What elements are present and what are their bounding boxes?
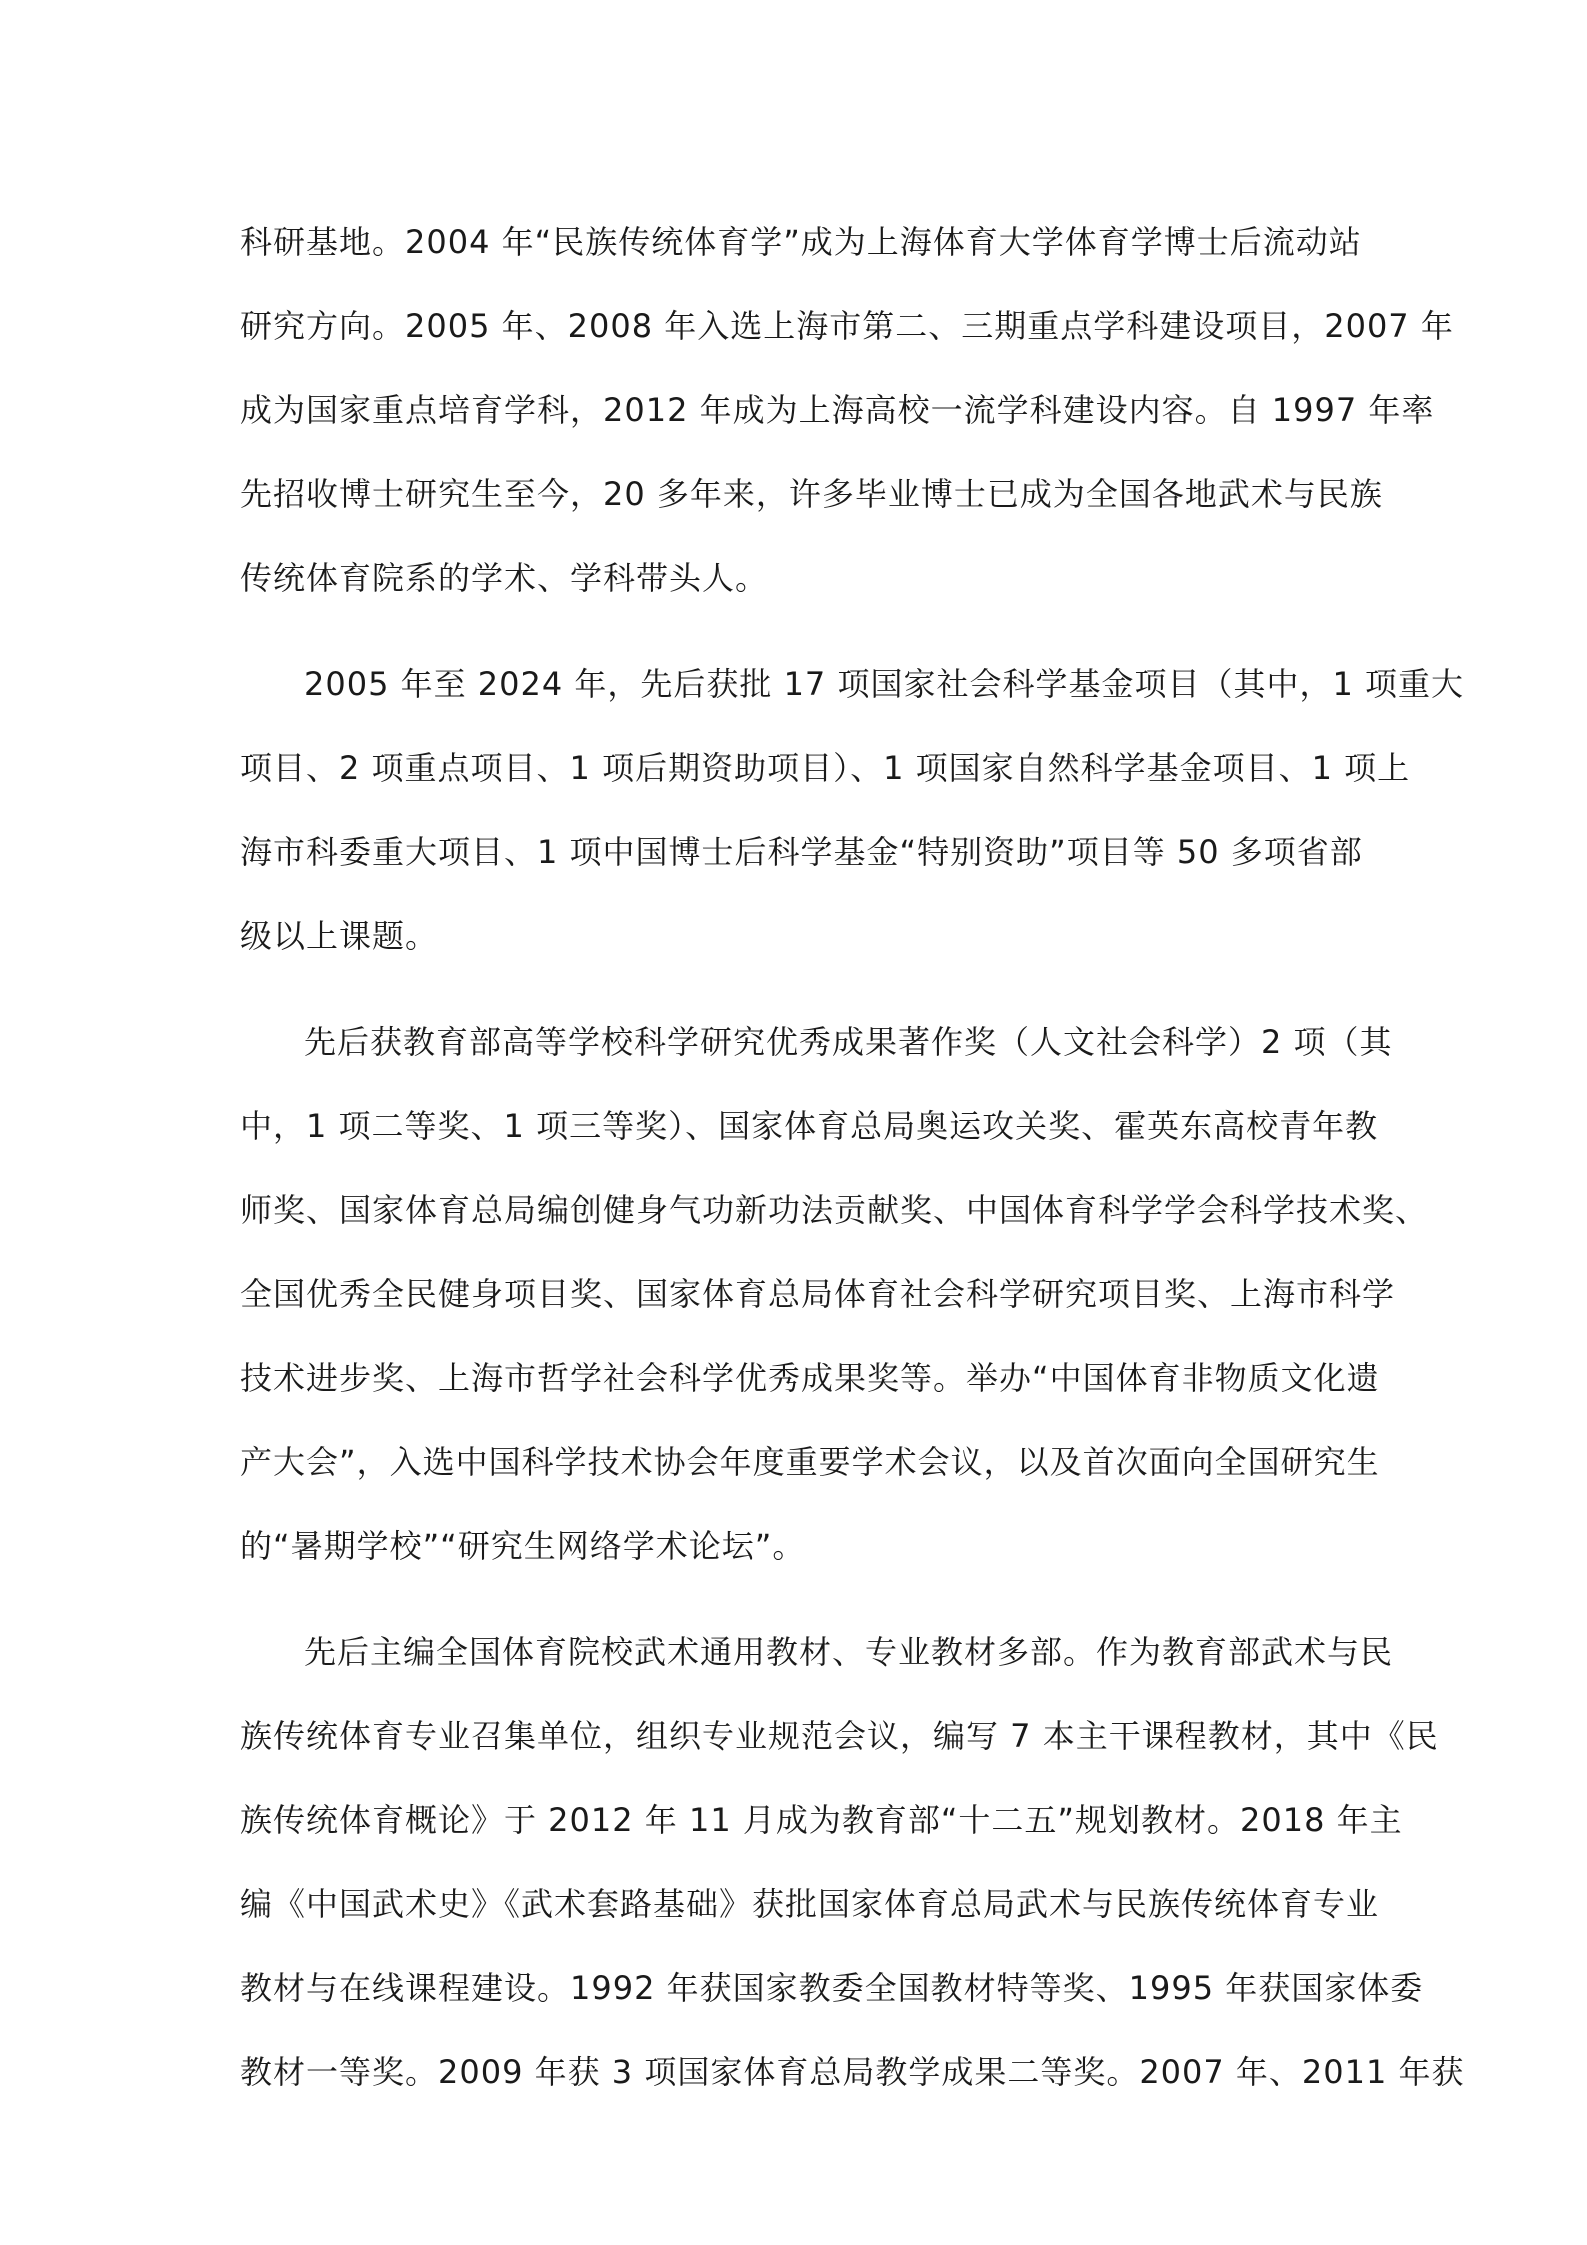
text-line: 先招收博士研究生至今，20 多年来，许多毕业博士已成为全国各地武术与民族 (240, 475, 1383, 513)
paragraph-4 (240, 1610, 1465, 2114)
text-line: 产大会”，入选中国科学技术协会年度重要学术会议，以及首次面向全国研究生 (240, 1443, 1380, 1481)
paragraph-gap (240, 978, 1350, 1000)
paragraph-1 (240, 200, 1454, 620)
text-line: 研究方向。2005 年、2008 年入选上海市第二、三期重点学科建设项目，2007 年 (240, 307, 1454, 345)
text-line: 海市科委重大项目、1 项中国博士后科学基金“特别资助”项目等 50 多项省部 (240, 833, 1363, 871)
text-line: 全国优秀全民健身项目奖、国家体育总局体育社会科学研究项目奖、上海市科学 (240, 1275, 1396, 1313)
text-line: 传统体育院系的学术、学科带头人。 (240, 559, 769, 597)
paragraph-2 (240, 642, 1464, 978)
text-line: 成为国家重点培育学科，2012 年成为上海高校一流学科建设内容。自 1997 年率 (240, 391, 1435, 429)
text-line: 先后主编全国体育院校武术通用教材、专业教材多部。作为教育部武术与民 (304, 1633, 1394, 1671)
text-line: 族传统体育概论》于 2012 年 11 月成为教育部“十二五”规划教材。2018 年主 (240, 1801, 1403, 1839)
text-line: 项目、2 项重点项目、1 项后期资助项目）、1 项国家自然科学基金项目、1 项上 (240, 749, 1411, 787)
text-line: 中，1 项二等奖、1 项三等奖）、国家体育总局奥运攻关奖、霍英东高校青年教 (240, 1107, 1379, 1145)
text-line: 技术进步奖、上海市哲学社会科学优秀成果奖等。举办“中国体育非物质文化遗 (240, 1359, 1380, 1397)
paragraph-3 (240, 1000, 1429, 1588)
text-line: 编《中国武术史》《武术套路基础》获批国家体育总局武术与民族传统体育专业 (240, 1885, 1380, 1923)
paragraph-gap (240, 1588, 1350, 1610)
text-line: 的“暑期学校”“研究生网络学术论坛”。 (240, 1527, 806, 1565)
text-line: 师奖、国家体育总局编创健身气功新功法贡献奖、中国体育科学学会科学技术奖、 (240, 1191, 1429, 1229)
text-line: 教材一等奖。2009 年获 3 项国家体育总局教学成果二等奖。2007 年、2011 年获 (240, 2053, 1465, 2091)
body-text (240, 200, 1465, 2114)
text-line: 科研基地。2004 年“民族传统体育学”成为上海体育大学体育学博士后流动站 (240, 223, 1362, 261)
paragraph-gap (240, 620, 1350, 642)
text-line: 族传统体育专业召集单位，组织专业规范会议，编写 7 本主干课程教材，其中《民 (240, 1717, 1439, 1755)
text-line: 级以上课题。 (240, 917, 439, 955)
text-line: 先后获教育部高等学校科学研究优秀成果著作奖（人文社会科学）2 项（其 (304, 1023, 1393, 1061)
text-line: 2005 年至 2024 年，先后获批 17 项国家社会科学基金项目（其中，1 项重大 (304, 665, 1464, 703)
text-line: 教材与在线课程建设。1992 年获国家教委全国教材特等奖、1995 年获国家体委 (240, 1969, 1424, 2007)
